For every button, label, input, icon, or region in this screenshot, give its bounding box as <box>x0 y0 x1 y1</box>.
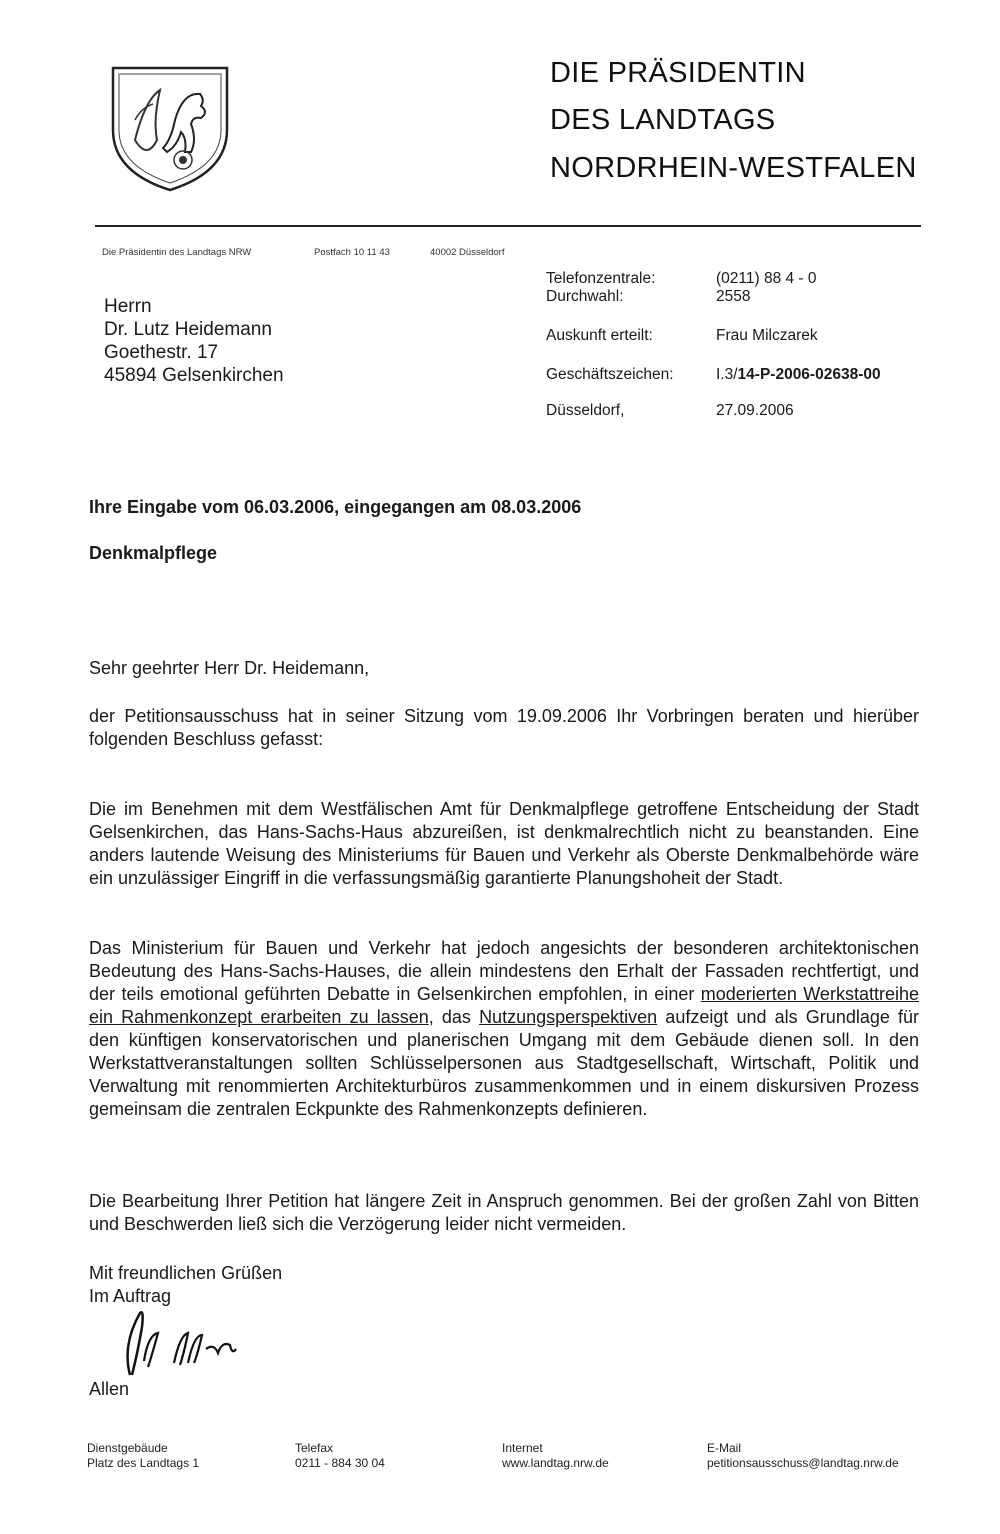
footer-building-value: Platz des Landtags 1 <box>87 1456 200 1470</box>
sender-city: 40002 Düsseldorf <box>430 247 505 258</box>
regards: Mit freundlichen Grüßen <box>89 1263 283 1283</box>
decision-paragraph-2 <box>89 937 919 1121</box>
footer-web-value: www.landtag.nrw.de <box>502 1456 609 1470</box>
letter-date: 27.09.2006 <box>716 402 794 419</box>
contact-value: Frau Milczarek <box>716 327 818 344</box>
footer-web <box>502 1441 609 1471</box>
footer-building-label: Dienstgebäude <box>87 1441 168 1455</box>
decision-2-part-c: , das <box>428 1007 480 1027</box>
reference-prefix: I.3/ <box>716 366 738 383</box>
decision-2-underlined-workshop: moderierten Werkstattreihe ein Rahmenkonzept erarbeiten zu lassen <box>89 984 919 1027</box>
header-title-line-3: NORDRHEIN-WESTFALEN <box>550 152 917 184</box>
signer-name: Allen <box>89 1379 130 1399</box>
reference-number: 14-P-2006-02638-00 <box>737 366 881 383</box>
decision-2-part-e: aufzeigt und als Grundlage für den künftigen konservatorischen und planerischen Umgang mit dem Gebäude dienen soll. In den Werkstattveranstaltungen sollten Schlüsselpersonen aus Stadtgesellschaft, Wirtschaft, Politik und Verwaltung mit renommierten Architekturbüros zusammenkommen und in einem diskursiven Prozess gemeinsam die zentralen Eckpunkte des Rahmenkonzepts definieren. <box>89 1007 920 1119</box>
sender-name: Die Präsidentin des Landtags NRW <box>102 247 252 258</box>
footer-email-label: E-Mail <box>707 1441 742 1455</box>
recipient-city: 45894 Gelsenkirchen <box>104 365 284 386</box>
footer-fax-value: 0211 - 884 30 04 <box>295 1456 385 1470</box>
recipient-street: Goethestr. 17 <box>104 342 219 363</box>
handwritten-signature <box>118 1305 258 1383</box>
phone-value: (0211) 88 4 - 0 <box>716 270 817 287</box>
subject-line: Ihre Eingabe vom 06.03.2006, eingegangen am 08.03.2006 <box>89 497 582 517</box>
extension-value: 2558 <box>716 288 751 305</box>
decision-paragraph-1: Die im Benehmen mit dem Westfälischen Amt für Denkmalpflege getroffene Entscheidung der Stadt Gelsenkirchen, das Hans-Sachs-Haus abzureißen, ist denkmalrechtlich nicht zu beanstanden. Eine anders lautende Weisung des Ministeriums für Bauen und Verkehr als Oberste Denkmalbehörde wäre ein unzulässiger Eingriff in die verfassungsmäßig garantierte Planungshoheit der Stadt. <box>89 799 919 888</box>
header-title-line-1: DIE PRÄSIDENTIN <box>550 57 806 89</box>
sender-postbox: Postfach 10 11 43 <box>314 247 390 258</box>
footer-email <box>707 1441 899 1471</box>
greeting: Sehr geehrter Herr Dr. Heidemann, <box>89 658 370 678</box>
footer-web-label: Internet <box>502 1441 543 1455</box>
decision-2-part-a: Das Ministerium für Bauen und Verkehr hat jedoch angesichts der besonderen architektonischen Bedeutung des Hans-Sachs-Hauses, die allein mindestens den Erhalt der Fassaden rechtfertigt, und der teils emotional geführten Debatte in Gelsenkirchen empfohlen, in einer <box>89 938 919 1004</box>
closing-paragraph: Die Bearbeitung Ihrer Petition hat längere Zeit in Anspruch genommen. Bei der großen Zahl von Bitten und Beschwerden ließ sich die Verzögerung leider nicht vermeiden. <box>89 1191 919 1234</box>
footer-email-value: petitionsausschuss@landtag.nrw.de <box>707 1456 899 1470</box>
footer-fax-label: Telefax <box>295 1441 334 1455</box>
place-label: Düsseldorf, <box>546 402 625 419</box>
contact-label: Auskunft erteilt: <box>546 327 653 344</box>
coat-of-arms-logo <box>105 60 235 195</box>
reference-label: Geschäftszeichen: <box>546 366 674 383</box>
decision-2-underlined-perspectives: Nutzungsperspektiven <box>479 1007 658 1027</box>
header-divider <box>95 225 921 227</box>
intro-paragraph: der Petitionsausschuss hat in seiner Sitzung vom 19.09.2006 Ihr Vorbringen beraten und hierüber folgenden Beschluss gefasst: <box>89 706 919 749</box>
phone-label: Telefonzentrale: <box>546 270 656 287</box>
recipient-salutation: Herrn <box>104 296 152 317</box>
extension-label: Durchwahl: <box>546 288 624 305</box>
footer-building <box>87 1441 199 1471</box>
reference-value <box>716 366 881 384</box>
on-behalf: Im Auftrag <box>89 1286 172 1306</box>
recipient-name: Dr. Lutz Heidemann <box>104 319 272 340</box>
header-title-line-2: DES LANDTAGS <box>550 104 776 136</box>
footer-fax <box>295 1441 385 1471</box>
subject-topic: Denkmalpflege <box>89 543 218 563</box>
